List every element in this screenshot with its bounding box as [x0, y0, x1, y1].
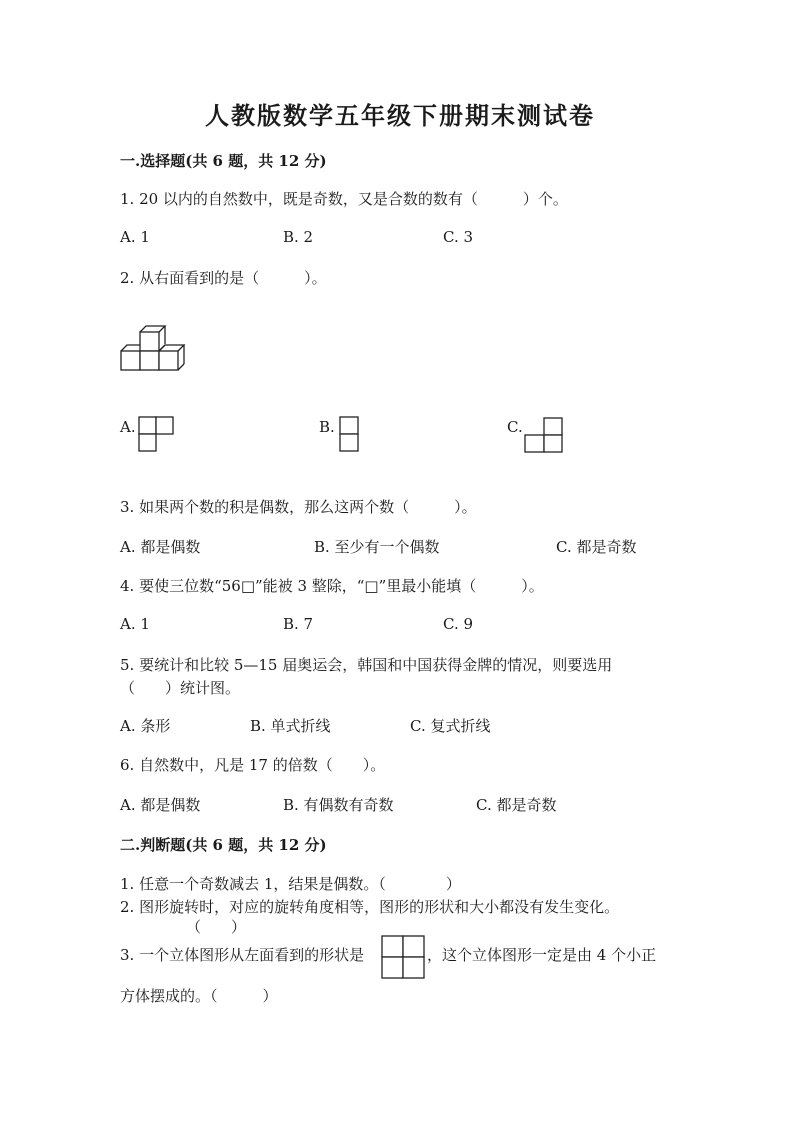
cube-stack-figure [120, 322, 190, 372]
question-1-4: 4. 要使三位数“56□”能被 3 整除，“□”里最小能填（ ）。 [120, 577, 544, 595]
question-2-3-part1: 3. 一个立体图形从左面看到的形状是 [120, 946, 365, 964]
option-a: A. 1 [120, 228, 150, 246]
grid-2x2-figure [381, 935, 427, 981]
option-a: A. 条形 [120, 717, 171, 735]
option-a: A. 1 [120, 615, 150, 633]
question-1-5-line2: （ ）统计图。 [120, 679, 241, 697]
question-1-3: 3. 如果两个数的积是偶数，那么这两个数（ ）。 [120, 498, 477, 516]
question-2-3-part2: ，这个立体图形一定是由 4 个小正 [427, 946, 657, 964]
option-b: B. [319, 418, 335, 436]
option-c: C. [507, 418, 523, 436]
option-b: B. 有偶数有奇数 [283, 796, 394, 814]
option-c: C. 9 [443, 615, 474, 633]
question-2-1: 1. 任意一个奇数减去 1，结果是偶数。（ ） [120, 875, 461, 893]
question-2-2-line1: 2. 图形旋转时，对应的旋转角度相等，图形的形状和大小都没有发生变化。 [120, 898, 620, 916]
option-c: C. 都是奇数 [476, 796, 557, 814]
option-b: B. 至少有一个偶数 [314, 538, 440, 556]
option-b: B. 7 [283, 615, 314, 633]
option-c-figure [524, 417, 564, 455]
question-2-3-line2: 方体摆成的。（ ） [120, 987, 278, 1005]
option-a-figure [138, 416, 176, 454]
option-c: C. 3 [443, 228, 474, 246]
option-b: B. 单式折线 [250, 717, 331, 735]
question-2-2-line2: （ ） [186, 918, 247, 936]
question-1-2: 2. 从右面看到的是（ ）。 [120, 269, 327, 287]
section-heading-judgement: 二.判断题(共 6 题，共 12 分) [120, 836, 327, 854]
page-title: 人教版数学五年级下册期末测试卷 [205, 101, 595, 130]
option-a: A. 都是偶数 [120, 796, 201, 814]
question-1-5-line1: 5. 要统计和比较 5—15 届奥运会，韩国和中国获得金牌的情况，则要选用 [120, 656, 613, 674]
option-b-figure [339, 416, 361, 454]
question-1-6: 6. 自然数中，凡是 17 的倍数（ ）。 [120, 756, 386, 774]
question-1-1: 1. 20 以内的自然数中，既是奇数，又是合数的数有（ ）个。 [120, 190, 568, 208]
option-a: A. 都是偶数 [120, 538, 201, 556]
option-c: C. 都是奇数 [556, 538, 637, 556]
option-b: B. 2 [283, 228, 314, 246]
option-a: A. [120, 418, 136, 436]
option-c: C. 复式折线 [410, 717, 491, 735]
section-heading-choice: 一.选择题(共 6 题，共 12 分) [120, 152, 327, 170]
